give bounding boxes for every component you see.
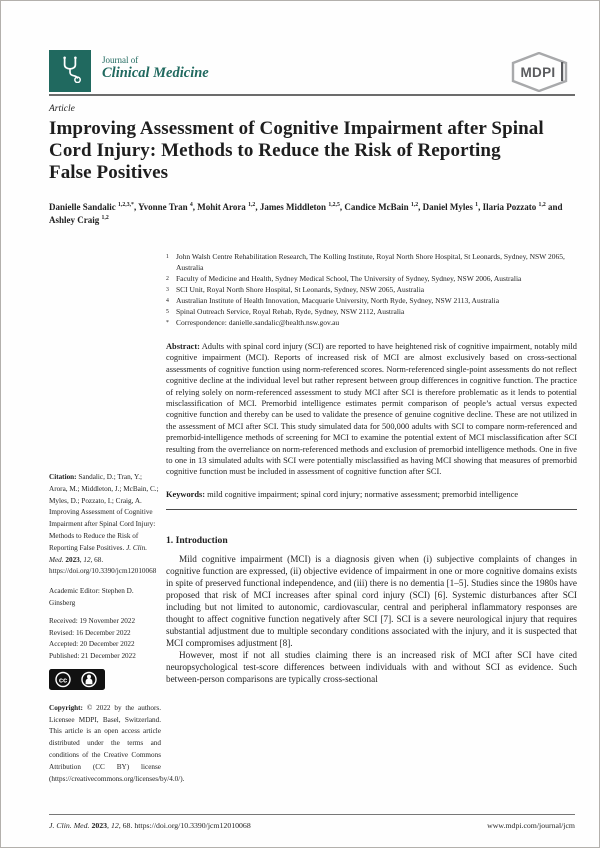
history-dates — [49, 616, 161, 663]
author-affiliation-sup: 1,2 — [248, 202, 256, 208]
affiliation-item — [166, 306, 572, 317]
journal-logo-square — [49, 50, 91, 92]
affiliation-text-main: Faculty of Medicine and Health, Sydney Medical School, The University of Sydney, Sydney, NSW 2006, Australia — [176, 274, 522, 283]
history-date-label: Revised: — [49, 628, 75, 637]
history-date-value: 19 November 2022 — [79, 616, 136, 625]
footer-citation — [49, 821, 251, 830]
citation-ref-part: J. Clin. Med. — [49, 543, 148, 564]
article-title — [49, 118, 583, 183]
history-date-value: 16 December 2022 — [75, 628, 131, 637]
footer-doi-link[interactable]: https://doi.org/10.3390/jcm12010068 — [134, 821, 251, 830]
affiliation-item — [166, 295, 572, 306]
margin-sidebar — [49, 472, 185, 785]
abstract-text: Adults with spinal cord injury (SCI) are reported to have heightened risk of cognitive impairment, notably mild cognitive impairment (MCI). Reports of increased risk of MCI are almost exclusively based on cross-sectional assessments of cognitive function using norm-referenced scores. Norm-referenced single-point assessments do not reflect cognitive decline at the individual level but rather represent between group differences in cognitive function. The practice of relying solely on norm-referenced assessment to study MCI after SCI is therefore problematic as it lends to potential misclassification of MCI. Premorbid intelligence estimates permit comparison of people’s actual versus expected cognitive function and thereby can be used to validate the presence of genuine cognitive decline. These are not utilized in the assessment of MCI after SCI. This study simulated data for 500,000 adults with SCI to compare norm-referenced and premorbid-intelligence methods of screening for MCI to examine the potential extent of MCI misclassification after SCI resulting from the overreliance on norm-referenced methods and exclusion of premorbid intelligence methods. One in five to one in 13 simulated adults with SCI were potentially misclassified as having MCI showing that measures of premorbid cognitive function must be included in assessment of cognitive function after SCI. — [166, 342, 577, 477]
affiliation-text — [176, 284, 572, 295]
affiliation-item — [166, 284, 572, 295]
mdpi-logo — [509, 52, 575, 97]
author-separator: , — [133, 202, 139, 212]
copyright-text: © 2022 by the authors. Licensee MDPI, Basel, Switzerland. This article is an open access article distributed under the terms and conditions of the Creative Commons Attribution (CC BY) license (https://creativecommons.org/licenses/by/4.0/). — [49, 703, 185, 783]
abstract-body-divider — [166, 509, 577, 510]
author-separator: , — [478, 202, 483, 212]
author-name: Daniel Myles — [422, 202, 473, 212]
author-affiliation-sup: 1,2 — [101, 215, 109, 221]
author-separator: and — [545, 202, 563, 212]
author-separator: , — [192, 202, 198, 212]
body-paragraph: However, most if not all studies claiming there is an increased risk of MCI after SCI have cited neuropsychological test-score differences between individuals with and without SCI as evidence. Such between-person comparisons are typically cross-sectional — [166, 650, 577, 685]
affiliation-number: * — [166, 319, 169, 326]
body-paragraph: Mild cognitive impairment (MCI) is a diagnosis given when (i) subjective complaints of changes in cognitive function are expressed, (ii) objective evidence of impairment in one or more cognitive domains exists in spite of preserved functional independence, and (iii) there is no dementia [1–5]. Studies since the 1980s have proposed that risk of MCI increases after spinal cord injury (SCI) [6]. Systemic disturbances after SCI including but not limited to autonomic, cardiovascular, central and peripheral inflammatory responses are thought to affect cognitive function negatively after SCI [7]. SCI is a severe neurological injury that requires substantial adjustment due to multiple secondary conditions associated with the injury, and it is suspected that MCI compromises adjustment [8]. — [166, 554, 577, 649]
page-footer — [49, 814, 575, 830]
author-name: Ilaria Pozzato — [482, 202, 537, 212]
author-affiliation-sup: 1 — [475, 202, 479, 208]
article-title-line: Cord Injury: Methods to Reduce the Risk of Reporting — [49, 139, 501, 161]
affiliation-number: 4 — [166, 297, 169, 304]
footer-ref-part: , 68. — [118, 821, 135, 830]
page-header — [49, 50, 575, 97]
history-date-label: Accepted: — [49, 640, 79, 649]
citation-ref-part: , 68. — [90, 555, 104, 564]
keywords-text: mild cognitive impairment; spinal cord injury; normative assessment; premorbid intelligence — [207, 489, 519, 499]
affiliation-text-main: Australian Institute of Health Innovation, Macquarie University, North Ryde, Sydney, NSW 2113, Australia — [176, 296, 500, 305]
footer-journal-url-link[interactable]: www.mdpi.com/journal/jcm — [487, 821, 575, 830]
author-name: Mohit Arora — [197, 202, 246, 212]
affiliation-text-main: Correspondence: — [176, 318, 229, 327]
footer-ref-part: J. Clin. Med. — [49, 821, 92, 830]
history-date-line — [49, 616, 161, 628]
introduction-body — [166, 553, 577, 685]
affiliation-list — [166, 251, 572, 328]
academic-editor-block — [49, 586, 161, 610]
main-column — [166, 251, 577, 685]
history-date-line — [49, 628, 161, 640]
citation-ref-part: 2023 — [65, 555, 80, 564]
author-name: Danielle Sandalic — [49, 202, 116, 212]
history-date-label: Received: — [49, 616, 78, 625]
section-heading-introduction: 1. Introduction — [166, 535, 228, 547]
history-date-value: 21 December 2022 — [81, 652, 136, 661]
author-separator: , — [255, 202, 260, 212]
author-list — [49, 201, 585, 227]
academic-editor-name: Stephen D. Ginsberg — [49, 587, 134, 607]
affiliation-item — [166, 273, 572, 284]
author — [138, 202, 197, 212]
author-name: Yvonne Tran — [138, 202, 188, 212]
journal-name-line2: Clinical Medicine — [102, 65, 209, 81]
author — [49, 215, 109, 225]
journal-name-line1: Journal of — [102, 55, 139, 65]
author — [49, 202, 138, 212]
author-affiliation-sup: 1,2 — [538, 202, 546, 208]
academic-editor-label: Academic Editor: — [49, 587, 100, 596]
affiliation-item — [166, 317, 572, 328]
journal-name — [102, 50, 209, 81]
cc-by-license-badge[interactable] — [49, 669, 161, 695]
author — [423, 202, 483, 212]
author — [197, 202, 260, 212]
header-divider — [49, 94, 575, 96]
article-title-line: Improving Assessment of Cognitive Impairment after Spinal — [49, 118, 544, 139]
citation-ref-part: 12 — [83, 555, 91, 564]
affiliation-number: 1 — [166, 253, 169, 260]
author-name: Candice McBain — [344, 202, 409, 212]
copyright-label: Copyright: — [49, 703, 83, 712]
footer-citation-parts — [49, 821, 134, 830]
author — [260, 202, 345, 212]
affiliation-text-main: SCI Unit, Royal North Shore Hospital, St Leonards, Sydney, NSW 2065, Australia — [176, 285, 425, 294]
author-separator: , — [418, 202, 423, 212]
affiliation-text — [176, 295, 572, 306]
citation-label: Citation: — [49, 473, 77, 481]
author-affiliation-sup: 1,2,5 — [328, 202, 340, 208]
abstract — [166, 341, 577, 478]
affiliation-text — [176, 273, 572, 284]
affiliation-item — [166, 251, 572, 273]
affiliation-text — [176, 317, 572, 328]
article-title-line: False Positives — [49, 161, 169, 183]
affiliation-text-main: John Walsh Centre Rehabilitation Research, The Kolling Institute, Royal North Shore Hospital, St Leonards, Sydney, NSW 2065, Australia — [176, 252, 565, 272]
footer-ref-part: 2023 — [91, 821, 108, 830]
footer-ref-part: , — [107, 821, 111, 830]
keywords — [166, 489, 577, 500]
history-date-line — [49, 651, 161, 663]
copyright-block — [49, 703, 185, 786]
author-affiliation-sup: 1,2,3,* — [118, 202, 134, 208]
mdpi-wordmark: MDPI — [520, 65, 556, 80]
journal-logo — [49, 50, 209, 92]
stethoscope-icon — [56, 55, 84, 88]
history-date-line — [49, 639, 161, 651]
citation-block — [49, 472, 161, 578]
author-name: Ashley Craig — [49, 215, 100, 225]
author — [483, 202, 563, 212]
abstract-label: Abstract: — [166, 342, 200, 351]
author — [344, 202, 422, 212]
affiliation-text — [176, 306, 572, 317]
keywords-label: Keywords: — [166, 489, 206, 499]
affiliation-text-main: Spinal Outreach Service, Royal Rehab, Ryde, Sydney, NSW 2112, Australia — [176, 307, 405, 316]
affiliation-text — [176, 251, 572, 273]
author-affiliation-sup: 1,2 — [410, 202, 419, 208]
affiliation-number: 5 — [166, 308, 169, 315]
footer-ref-part: 12 — [110, 821, 119, 830]
svg-text:cc: cc — [58, 675, 68, 685]
affiliation-number: 3 — [166, 286, 169, 293]
correspondence-email-link[interactable]: danielle.sandalic@health.nsw.gov.au — [228, 318, 340, 327]
author-name: James Middleton — [259, 202, 327, 212]
history-date-value: 20 December 2022 — [79, 640, 135, 649]
citation-text: Sandalic, D.; Tran, Y.; Arora, M.; Middleton, J.; McBain, C.; Myles, D.; Pozzato, I.; Craig, A. Improving Assessment of Cognitive Impairment after Spinal Cord Injury: Methods to Reduce the Risk of Reporting False Positives. — [49, 473, 159, 552]
citation-doi-link[interactable]: https://doi.org/10.3390/jcm12010068 — [49, 567, 157, 576]
citation-ref-part: , — [79, 555, 84, 564]
article-type-label: Article — [49, 104, 75, 114]
author-separator: , — [339, 202, 345, 212]
author-affiliation-sup: 4 — [189, 202, 193, 208]
history-date-label: Published: — [49, 652, 80, 661]
affiliation-number: 2 — [166, 275, 169, 282]
